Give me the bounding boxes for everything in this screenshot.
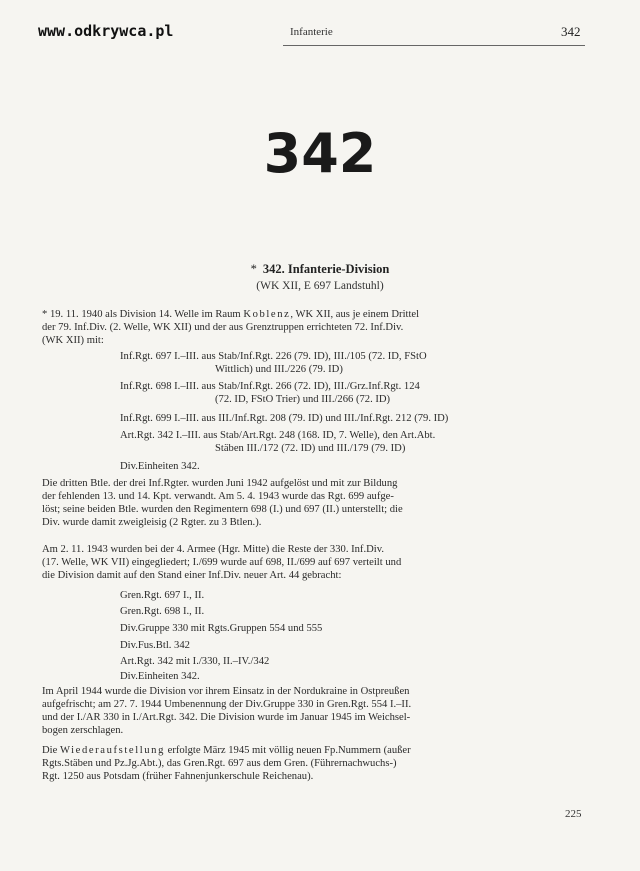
title-heading: 342. Infanterie-Division bbox=[262, 262, 390, 276]
text-line: bogen zerschlagen. bbox=[42, 725, 124, 736]
title-star: * bbox=[250, 262, 257, 276]
text-line: Div.Gruppe 330 mit Rgts.Gruppen 554 und 555 bbox=[120, 623, 323, 634]
text-span: erfolgte März 1945 mit völlig neuen Fp.Nummern (außer bbox=[164, 745, 411, 756]
text-line bbox=[42, 308, 419, 321]
text-line: Die dritten Btle. der drei Inf.Rgter. wurden Juni 1942 aufgelöst und mit zur Bildung bbox=[42, 478, 398, 489]
place-name: Koblenz bbox=[243, 309, 291, 320]
text-line: Rgts.Stäben und Pz.Jg.Abt.), das Gren.Rgt. 697 aus dem Gren. (Führernachwuchs-) bbox=[42, 758, 397, 769]
text-line: Art.Rgt. 342 I.–III. aus Stab/Art.Rgt. 248 (168. ID, 7. Welle), den Art.Abt. bbox=[120, 430, 436, 441]
text-line: die Division damit auf den Stand einer Inf.Div. neuer Art. 44 gebracht: bbox=[42, 570, 342, 581]
text-span: Die bbox=[42, 745, 60, 756]
division-title bbox=[0, 262, 640, 277]
running-head: Infanterie bbox=[290, 26, 333, 38]
emphasis-word: Wiederaufstellung bbox=[59, 745, 165, 756]
text-line: Im April 1944 wurde die Division vor ihrem Einsatz in der Nordukraine in Ostpreußen bbox=[42, 686, 410, 697]
division-subtitle: (WK XII, E 697 Landstuhl) bbox=[256, 280, 384, 292]
text-line: aufgefrischt; am 27. 7. 1944 Umbenennung der Div.Gruppe 330 in Gren.Rgt. 554 I.–II. bbox=[42, 699, 412, 710]
text-line: der 79. Inf.Div. (2. Welle, WK XII) und der aus Grenztruppen errichteten 72. Inf.Div. bbox=[42, 322, 404, 333]
text-line: Div. wurde damit zweigleisig (2 Rgter. zu 3 Btlen.). bbox=[42, 517, 262, 528]
text-line: Div.Fus.Btl. 342 bbox=[120, 640, 190, 651]
text-line: Gren.Rgt. 698 I., II. bbox=[120, 606, 205, 617]
text-line: Gren.Rgt. 697 I., II. bbox=[120, 590, 205, 601]
text-line: (72. ID, FStO Trier) und III./266 (72. ID) bbox=[215, 394, 391, 405]
text-line: und der I./AR 330 in I./Art.Rgt. 342. Die Division wurde im Januar 1945 im Weichsel- bbox=[42, 712, 411, 723]
text-span: * 19. 11. 1940 als Division 14. Welle im Raum bbox=[42, 309, 244, 320]
division-number: 342 bbox=[263, 122, 377, 185]
watermark: www.odkrywca.pl bbox=[38, 22, 174, 40]
text-line: Wittlich) und III./226 (79. ID) bbox=[215, 364, 343, 375]
text-line: Inf.Rgt. 698 I.–III. aus Stab/Inf.Rgt. 266 (72. ID), III./Grz.Inf.Rgt. 124 bbox=[120, 381, 420, 392]
text-line: Inf.Rgt. 699 I.–III. aus III./Inf.Rgt. 208 (79. ID) und III./Inf.Rgt. 212 (79. ID) bbox=[120, 413, 449, 424]
text-line: der fehlenden 13. und 14. Kpt. verwandt. Am 5. 4. 1943 wurde das Rgt. 699 aufge- bbox=[42, 491, 394, 502]
text-line: löst; seine beiden Btle. wurden den Regimentern 698 (I.) und 697 (II.) unterstellt; die bbox=[42, 504, 403, 515]
text-line: Div.Einheiten 342. bbox=[120, 671, 200, 682]
header-page-number: 342 bbox=[561, 24, 581, 39]
text-line: Stäben III./172 (72. ID) und III./179 (79. ID) bbox=[215, 443, 406, 454]
text-line: Am 2. 11. 1943 wurden bei der 4. Armee (Hgr. Mitte) die Reste der 330. Inf.Div. bbox=[42, 544, 384, 555]
footer-page-number: 225 bbox=[565, 808, 582, 820]
text-line: (17. Welle, WK VII) eingegliedert; I./699 wurde auf 698, II./699 auf 697 verteilt und bbox=[42, 557, 402, 568]
text-line: Inf.Rgt. 697 I.–III. aus Stab/Inf.Rgt. 226 (79. ID), III./105 (72. ID, FStO bbox=[120, 351, 427, 362]
text-line: Div.Einheiten 342. bbox=[120, 461, 200, 472]
text-line: Art.Rgt. 342 mit I./330, II.–IV./342 bbox=[120, 656, 270, 667]
header-rule bbox=[283, 45, 585, 46]
text-line bbox=[42, 744, 411, 757]
text-line: (WK XII) mit: bbox=[42, 335, 104, 346]
text-line: Rgt. 1250 aus Potsdam (früher Fahnenjunkerschule Reichenau). bbox=[42, 771, 314, 782]
text-span: , WK XII, aus je einem Drittel bbox=[290, 309, 420, 320]
